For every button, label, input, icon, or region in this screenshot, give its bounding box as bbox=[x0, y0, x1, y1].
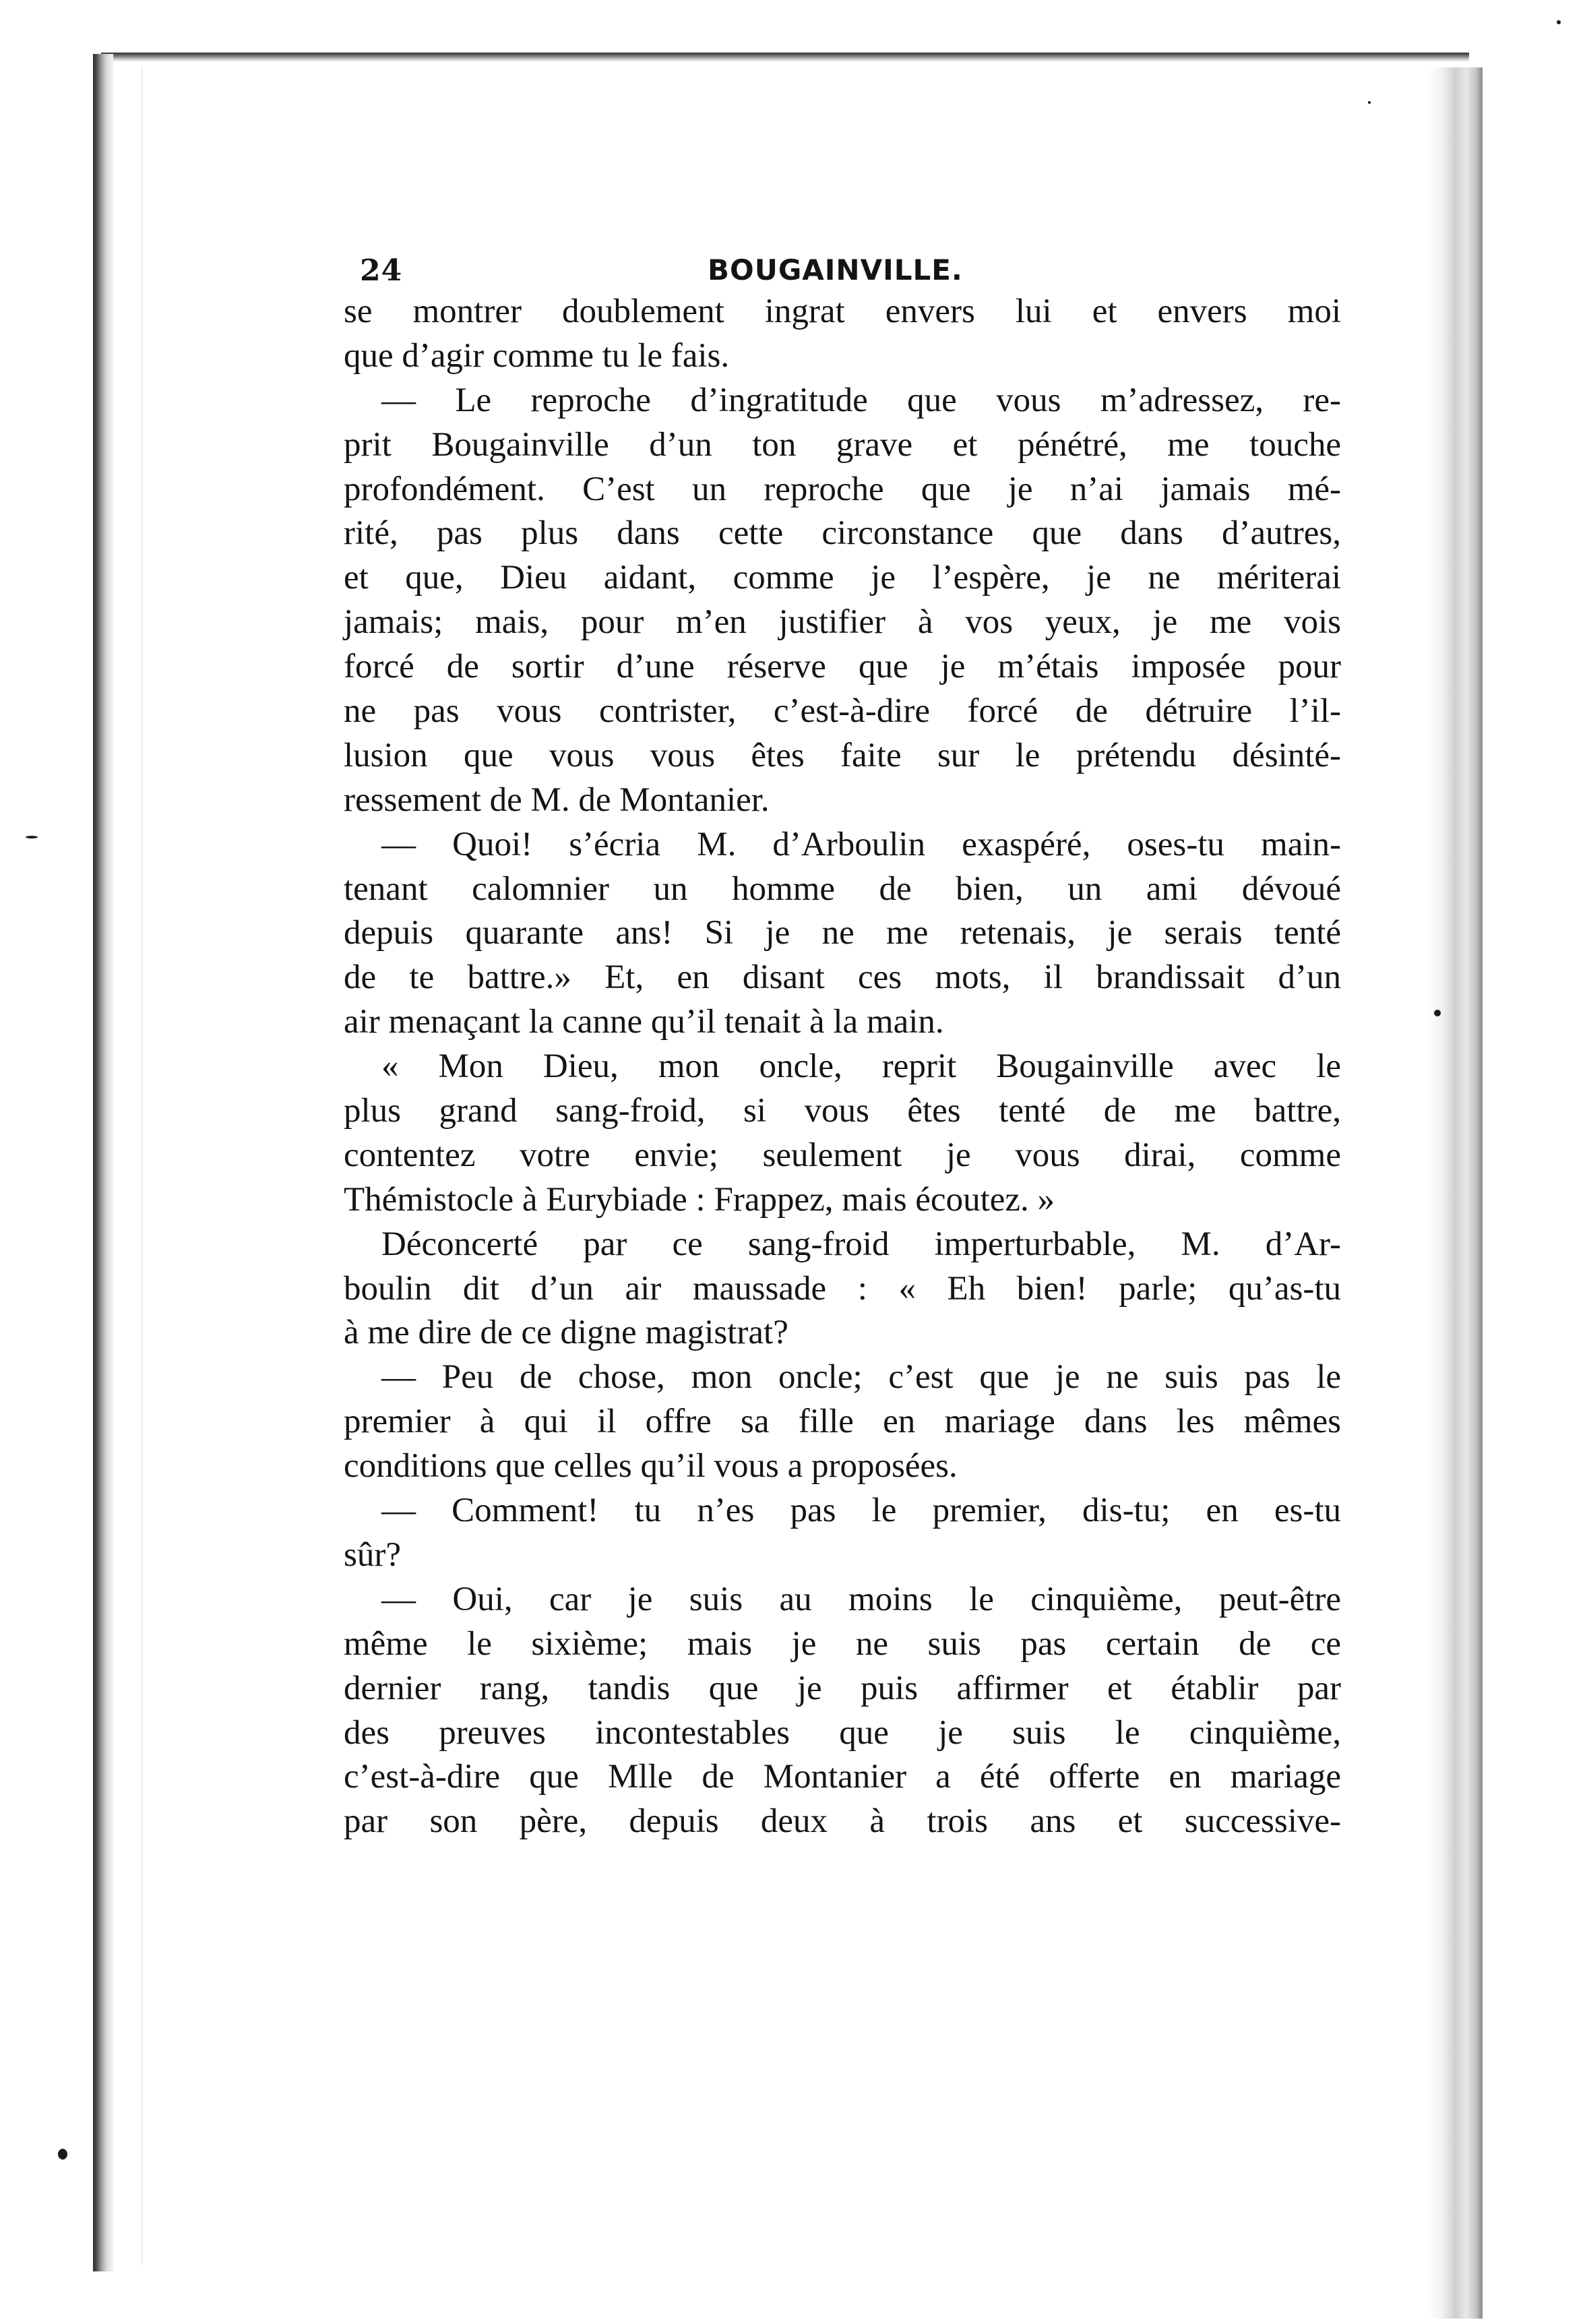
text-line: — Oui, car je suis au moins le cinquième, peut-être bbox=[381, 1580, 1341, 1618]
text-line: sûr? bbox=[344, 1535, 401, 1574]
text-line: se montrer doublement ingrat envers lui et envers moi bbox=[344, 293, 1341, 330]
text-line: dernier rang, tandis que je puis affirmer et établir par bbox=[344, 1669, 1341, 1707]
text-line: des preuves incontestables que je suis le cinquième, bbox=[344, 1713, 1341, 1752]
scan-speck bbox=[58, 2149, 67, 2160]
scan-speck bbox=[1368, 101, 1371, 104]
text-line: jamais; mais, pour m’en justifier à vos yeux, je me vois bbox=[344, 603, 1341, 642]
page-header bbox=[344, 229, 1341, 290]
text-line: plus grand sang-froid, si vous êtes tenté de me battre, bbox=[344, 1092, 1341, 1130]
scan-speck bbox=[1557, 20, 1561, 24]
text-line: et que, Dieu aidant, comme je l’espère, je ne mériterai bbox=[344, 559, 1341, 597]
scan-speck bbox=[1434, 1010, 1441, 1016]
text-line: Déconcerté par ce sang-froid imperturbable, M. d’Ar- bbox=[381, 1225, 1341, 1263]
book-page bbox=[344, 229, 1341, 1844]
text-line: depuis quarante ans! Si je ne me retenais, je serais tenté bbox=[344, 914, 1341, 952]
text-line: même le sixième; mais je ne suis pas certain de ce bbox=[344, 1624, 1341, 1663]
text-line: à me dire de ce digne magistrat? bbox=[344, 1314, 788, 1352]
text-line: lusion que vous vous êtes faite sur le prétendu désinté- bbox=[344, 736, 1341, 774]
text-line: conditions que celles qu’il vous a proposées. bbox=[344, 1447, 958, 1486]
text-line: prit Bougainville d’un ton grave et pénétré, me touche bbox=[344, 425, 1341, 464]
text-line: Thémistocle à Eurybiade : Frappez, mais écoutez. » bbox=[344, 1180, 1055, 1219]
text-line: par son père, depuis deux à trois ans et successive- bbox=[344, 1802, 1341, 1841]
text-line: — Peu de chose, mon oncle; c’est que je ne suis pas le bbox=[381, 1358, 1341, 1397]
text-line: ne pas vous contrister, c’est-à-dire forcé de détruire l’il- bbox=[344, 692, 1341, 731]
page-number: 24 bbox=[360, 253, 403, 288]
book-top-edge bbox=[101, 53, 1469, 62]
book-left-edge bbox=[93, 54, 113, 2271]
text-line: contentez votre envie; seulement je vous dirai, comme bbox=[344, 1136, 1341, 1174]
text-line: de te battre.» Et, en disant ces mots, il brandissait d’un bbox=[344, 958, 1341, 997]
text-line: rité, pas plus dans cette circonstance que dans d’autres, bbox=[344, 514, 1341, 553]
scan-speck bbox=[26, 836, 38, 838]
body-text bbox=[344, 290, 1341, 1844]
text-line: « Mon Dieu, mon oncle, reprit Bougainville avec le bbox=[381, 1047, 1341, 1086]
text-line: c’est-à-dire que Mlle de Montanier a été offerte en mariage bbox=[344, 1758, 1341, 1796]
text-line: forcé de sortir d’une réserve que je m’étais imposée pour bbox=[344, 648, 1341, 686]
text-line: tenant calomnier un homme de bien, un ami dévoué bbox=[344, 869, 1341, 908]
text-line: — Le reproche d’ingratitude que vous m’adressez, re- bbox=[381, 381, 1341, 419]
text-line: boulin dit d’un air maussade : « Eh bien! parle; qu’as-tu bbox=[344, 1269, 1341, 1308]
text-line: ressement de M. de Montanier. bbox=[344, 781, 770, 819]
text-line: — Comment! tu n’es pas le premier, dis-tu; en es-tu bbox=[381, 1492, 1341, 1530]
text-line: air menaçant la canne qu’il tenait à la main. bbox=[344, 1003, 944, 1041]
text-line: profondément. C’est un reproche que je n’ai jamais mé- bbox=[344, 470, 1341, 508]
book-right-edge bbox=[1429, 67, 1483, 2319]
text-line: premier à qui il offre sa fille en mariage dans les mêmes bbox=[344, 1403, 1341, 1441]
text-line: que d’agir comme tu le fais. bbox=[344, 336, 730, 375]
text-line: — Quoi! s’écria M. d’Arboulin exaspéré, oses-tu main- bbox=[381, 825, 1341, 863]
running-head: BOUGAINVILLE. bbox=[708, 253, 963, 286]
